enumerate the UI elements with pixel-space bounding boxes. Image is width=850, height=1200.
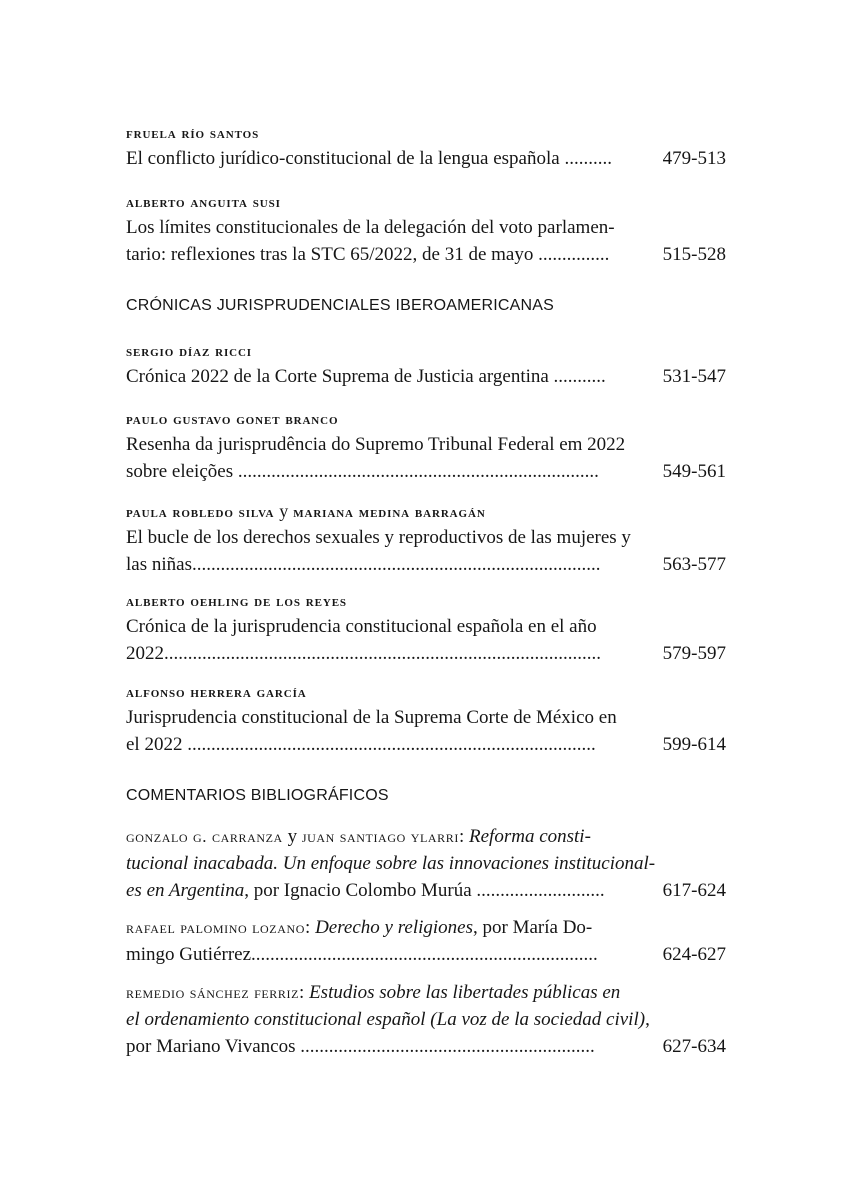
entry-title [126,431,626,485]
page-range: 549-561 [662,461,726,482]
entry-title [126,524,631,578]
entry-title [126,613,622,667]
section-heading-cronicas: CRÓNICAS JURISPRUDENCIALES IBEROAMERICANAS [126,297,555,314]
review-row [126,914,726,968]
colon: : [305,917,311,938]
review-text [126,979,650,1060]
toc-entry [126,123,726,172]
author-name: rafael palomino lozano [126,918,306,937]
review-line: por Mariano Vivancos .............................................................. [126,1036,595,1057]
entry-title-row [126,524,726,578]
review-line [126,823,622,850]
book-title: es en Argentina [126,880,245,901]
colon: : [299,982,305,1003]
author-name: paulo gustavo gonet branco [126,411,339,428]
title-line: El conflicto jurídico-constitucional de la lengua española .......... [126,148,612,169]
title-line: 2022............................................................................................ [126,643,601,664]
reviewer: , por Ignacio Colombo Murúa ........................... [244,880,605,901]
book-title: Estudios sobre las libertades públicas en [309,982,621,1003]
review-line [126,979,622,1006]
page-range: 515-528 [662,244,726,265]
entry-title-row [126,363,726,390]
title-line: Los límites constitucionales de la delegación del voto parlamen- [126,217,615,238]
book-title: Derecho y religiones [315,917,474,938]
toc-entry [126,192,726,268]
title-line: Jurisprudencia constitucional de la Suprema Corte de México en [126,707,617,728]
page-range: 617-624 [662,880,726,901]
reviewer: , por María Do- [473,917,593,938]
review-line [126,914,622,941]
page-range: 599-614 [662,734,726,755]
toc-entry [126,409,726,485]
entry-title-row [126,613,726,667]
entry-title-row [126,214,726,268]
author-name: juan santiago ylarri [301,827,459,846]
author-name: paula robledo silva [126,504,275,521]
review-line [126,850,656,877]
review-row [126,979,726,1060]
title-line: Resenha da jurisprudência do Supremo Tribunal Federal em 2022 [126,434,626,455]
review-row [126,823,726,904]
author-conjunction: y [279,501,289,521]
page-range: 563-577 [662,554,726,575]
author-name: alberto anguita susi [126,194,281,211]
review-entry [126,823,726,904]
title-line: el 2022 ...................................................................................... [126,734,596,755]
author-name: fruela río santos [126,125,260,142]
book-title: tucional inacabada. Un enfoque sobre las innovaciones institucional- [126,853,656,874]
review-line [126,877,622,904]
toc-entry [126,591,726,667]
page-range: 579-597 [662,643,726,664]
review-entry [126,979,726,1060]
review-text [126,823,656,904]
entry-title [126,214,622,268]
page-range: 627-634 [662,1036,726,1057]
title-line: Crónica de la jurisprudencia constitucional española en el año [126,616,597,637]
entry-title [126,704,622,758]
entry-title [126,145,622,172]
entry-title [126,363,622,390]
toc-entry [126,500,726,578]
author-name: sergio díaz ricci [126,343,252,360]
author-names [126,500,726,524]
book-title: el ordenamiento constitucional español (La voz de la sociedad civil) [126,1009,646,1030]
review-line [126,1006,650,1033]
title-line: las niñas...................................................................................... [126,554,601,575]
entry-title-row [126,431,726,485]
review-text [126,914,622,968]
author-name: alberto oehling de los reyes [126,593,347,610]
author-name: gonzalo g. carranza [126,827,283,846]
punctuation: , [645,1009,650,1030]
author-conjunction: y [287,826,298,847]
author-name: mariana medina barragán [293,504,486,521]
entry-title-row [126,704,726,758]
title-line: tario: reflexiones tras la STC 65/2022, de 31 de mayo ............... [126,244,610,265]
page-range: 624-627 [662,944,726,965]
page-range: 531-547 [662,366,726,387]
page-range: 479-513 [662,148,726,169]
colon: : [458,826,465,847]
entry-title-row [126,145,726,172]
toc-entry [126,341,726,390]
review-entry [126,914,726,968]
review-line: mingo Gutiérrez......................................................................... [126,944,598,965]
section-heading-comentarios: COMENTARIOS BIBLIOGRÁFICOS [126,787,389,804]
title-line: El bucle de los derechos sexuales y reproductivos de las mujeres y [126,527,631,548]
title-line: Crónica 2022 de la Corte Suprema de Justicia argentina ........... [126,366,606,387]
toc-entry [126,682,726,758]
author-name: remedio sánchez ferriz [126,983,300,1002]
title-line: sobre eleições ............................................................................ [126,461,599,482]
book-title: Reforma consti- [469,826,591,847]
author-name: alfonso herrera garcía [126,684,307,701]
